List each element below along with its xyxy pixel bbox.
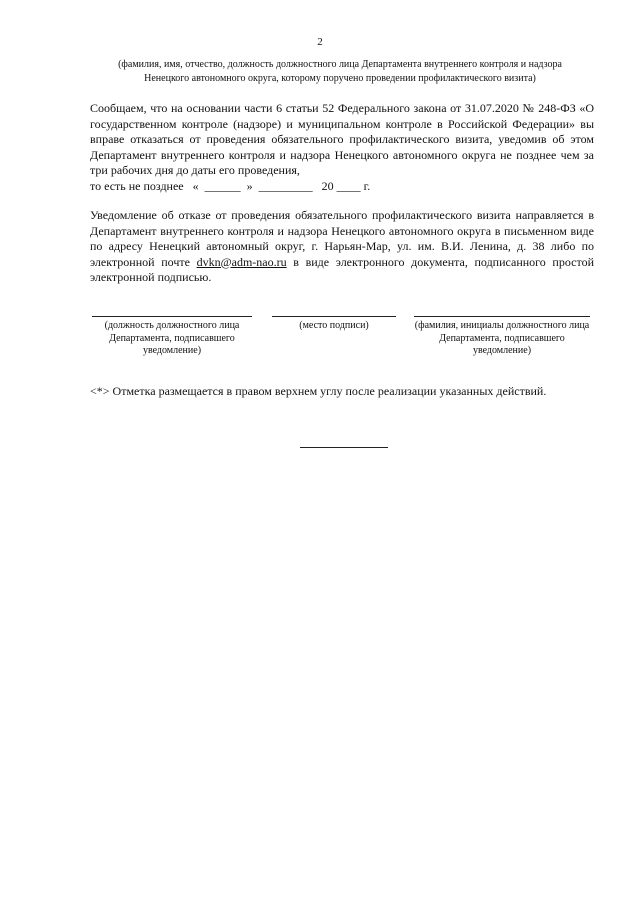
notice-paragraph-text: Сообщаем, что на основании части 6 статьи 52 Федерального закона от 31.07.2020 № 248-ФЗ «О государственном контроле (надзоре) и муниципальном контроле в Российской Федерации» вы вправе отказаться от проведения обязательного профилактического визита, уведомив об этом Департамент внутреннего контроля и надзора Ненецкого автономного округа не позднее чем за три рабочих дня до даты его проведения,	[90, 101, 594, 177]
header-note	[80, 58, 600, 86]
refusal-text-before-email: Уведомление об отказе от проведения обязательного профилактического визита направляется в Департамент внутреннего контроля и надзора Ненецкого автономного округа в письменном виде по адресу Ненецкий автономный округ, г. Нарьян-Мар, ул. им. В.И. Ленина, д. 38 либо по электронной почте	[90, 208, 594, 269]
name-caption: (фамилия, инициалы должностного лица Департамента, подписавшего уведомление)	[414, 320, 590, 356]
page-number: 2	[317, 36, 323, 48]
refusal-text-after-email: в виде электронного документа, подписанного простой электронной подписью.	[90, 254, 594, 284]
position-signature-line	[92, 316, 252, 317]
refusal-instructions-paragraph	[90, 208, 594, 286]
signature-place-caption: (место подписи)	[299, 320, 369, 331]
name-signature-line	[414, 316, 590, 317]
header-note-line-1: (фамилия, имя, отчество, должность должностного лица Департамента внутреннего контроля и надзора	[118, 59, 562, 70]
end-divider	[300, 447, 388, 448]
footnote: <*> Отметка размещается в правом верхнем углу после реализации указанных действий.	[90, 384, 547, 398]
notice-paragraph	[90, 101, 594, 194]
name-signature-block	[414, 316, 590, 358]
email-link[interactable]: dvkn@adm-nao.ru	[196, 254, 287, 269]
header-note-line-2: Ненецкого автономного округа, которому поручено проведении профилактического визита)	[144, 73, 536, 84]
position-signature-block	[92, 316, 252, 358]
signature-place-line	[272, 316, 396, 317]
deadline-date-line: то есть не позднее « ______ » _________ 20 ____ г.	[90, 178, 371, 193]
signature-place-block	[272, 316, 396, 333]
position-caption: (должность должностного лица Департамента, подписавшего уведомление)	[104, 320, 240, 356]
